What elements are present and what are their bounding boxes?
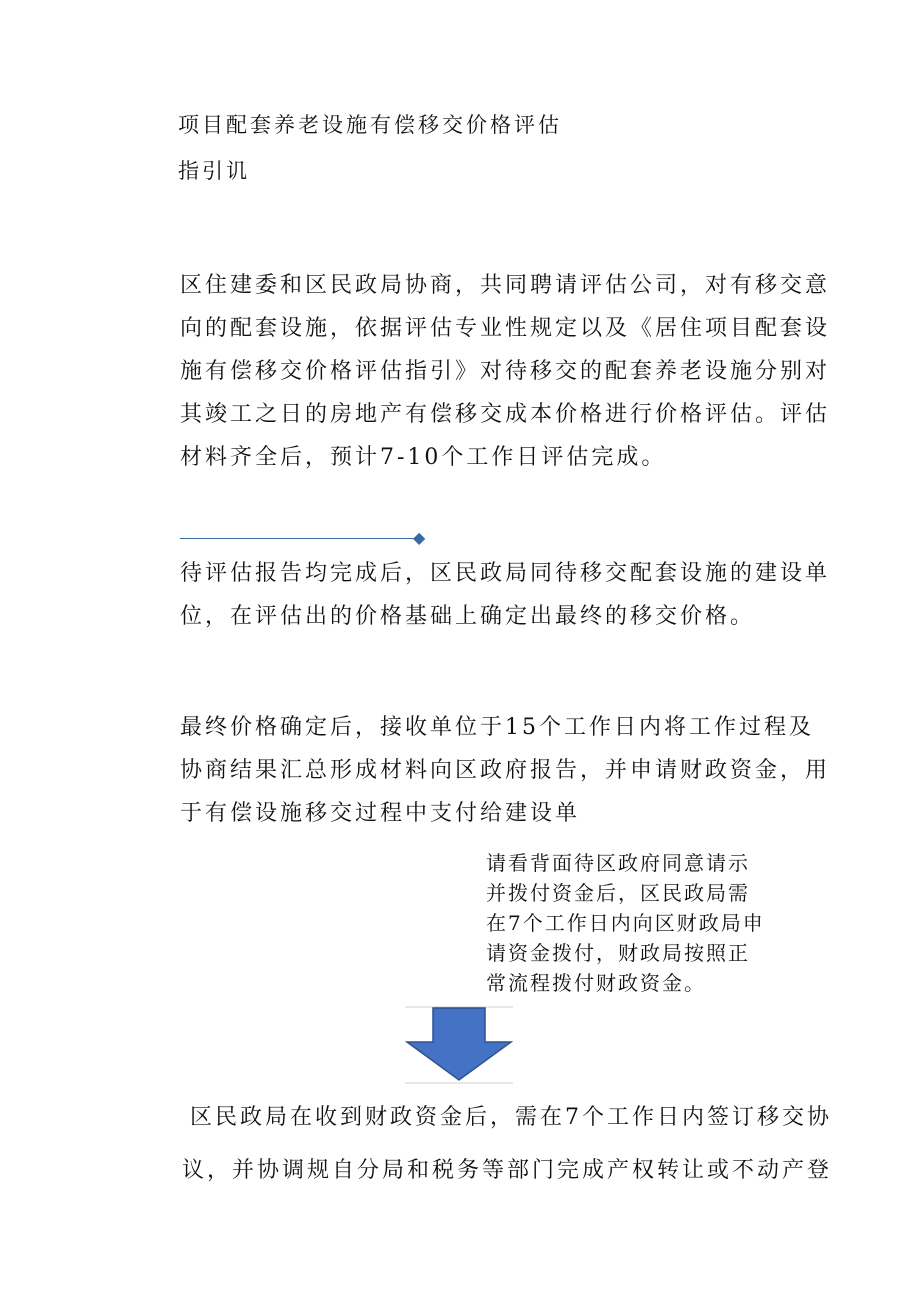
step2-paragraph <box>180 552 830 638</box>
step1-paragraph <box>180 264 830 479</box>
side-note-line: 并拨付资金后，区民政局需 <box>486 881 750 905</box>
step4-line: 议，并协调规自分局和税务等部门完成产权转让或不动产登 <box>182 1158 833 1183</box>
down-arrow-icon <box>405 1006 513 1084</box>
step1-line: 其竣工之日的房地产有偿移交成本价格进行价格评估。评估 <box>180 402 831 427</box>
diamond-icon: ◆ <box>413 528 426 547</box>
side-note-line: 请资金拨付，财政局按照正 <box>486 941 750 965</box>
step3-line: 协商结果汇总形成材料向区政府报告，并申请财政资金，用 <box>180 758 831 783</box>
connector-line <box>180 538 418 539</box>
step1-line: 施有偿移交价格评估指引》对待移交的配套养老设施分别对 <box>180 359 831 384</box>
step4-paragraph <box>182 1095 833 1193</box>
side-note-line: 常流程拨付财政资金。 <box>486 971 706 995</box>
side-note-line: 请看背面待区政府同意请示 <box>486 851 750 875</box>
side-note <box>486 848 765 998</box>
step3-line: 于有偿设施移交过程中支付给建设单 <box>180 801 581 826</box>
step3-line: 最终价格确定后，接收单位于15个工作日内将工作过程及 <box>180 715 814 740</box>
step3-paragraph <box>180 706 830 835</box>
step2-line: 待评估报告均完成后，区民政局同待移交配套设施的建设单 <box>180 561 831 586</box>
step1-line: 区住建委和区民政局协商，共同聘请评估公司，对有移交意 <box>180 273 831 298</box>
document-subtitle: 指引讥 <box>178 159 250 183</box>
step2-line: 位，在评估出的价格基础上确定出最终的移交价格。 <box>180 604 756 629</box>
step1-line: 向的配套设施，依据评估专业性规定以及《居住项目配套设 <box>180 316 831 341</box>
step1-line: 材料齐全后，预计7-10个工作日评估完成。 <box>180 445 667 470</box>
document-title: 项目配套养老设施有偿移交价格评估 <box>178 113 562 137</box>
step4-line: 区民政局在收到财政资金后，需在7个工作日内签订移交协 <box>190 1105 832 1130</box>
side-note-line: 在7个工作日内向区财政局申 <box>486 911 765 935</box>
